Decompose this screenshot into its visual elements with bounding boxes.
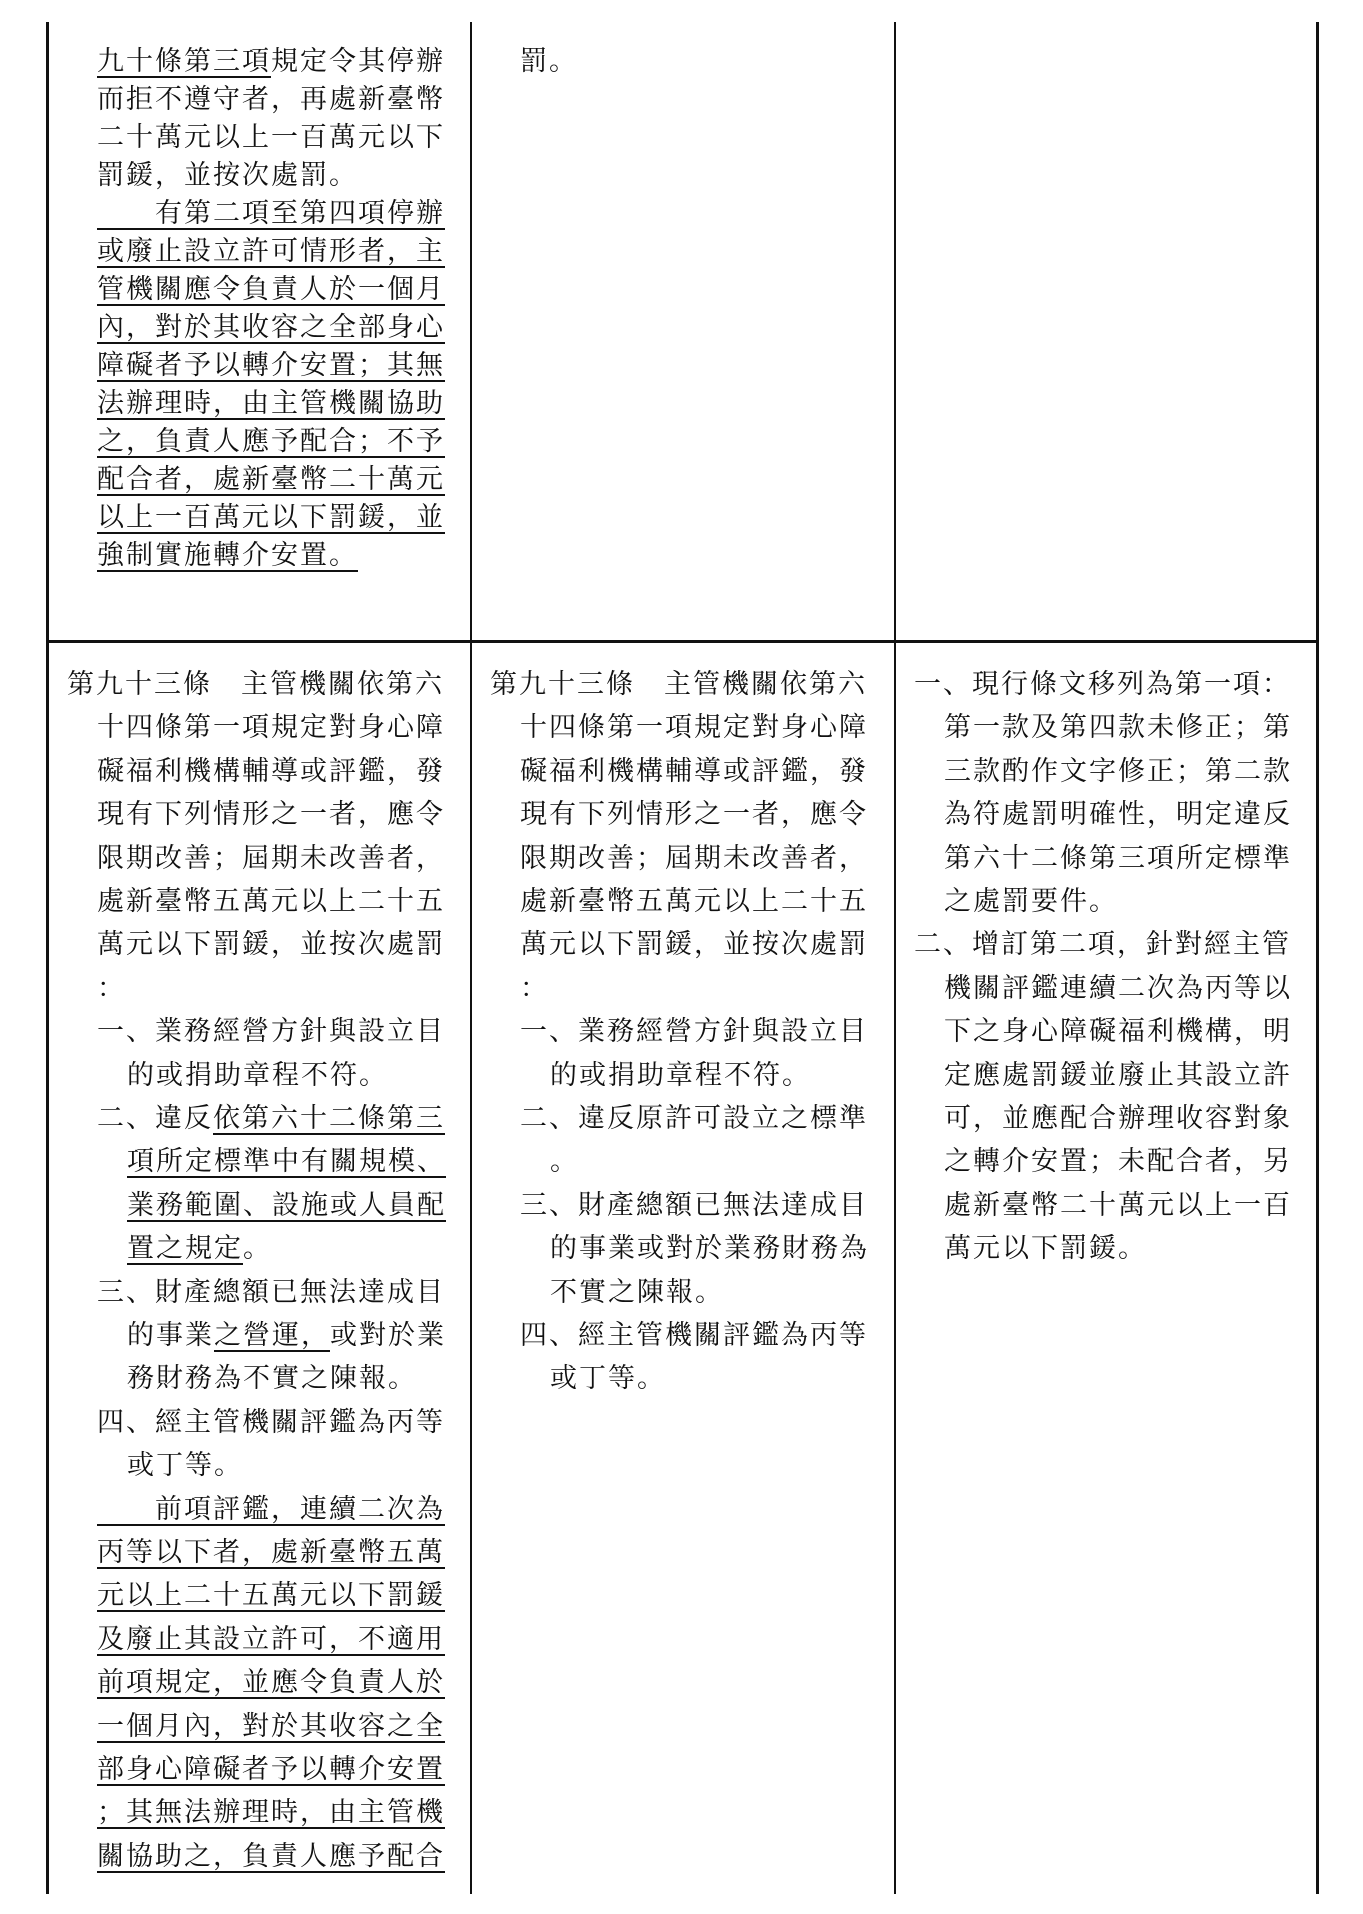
r2a-text-line xyxy=(97,1705,445,1749)
plain-text: 。 xyxy=(243,1233,272,1265)
r1a-text-line: 二十萬元以上一百萬元以下 xyxy=(97,122,445,153)
r1c-text-line: 罰。 xyxy=(520,46,578,77)
underlined-amendment-text: 九十條第三項 xyxy=(97,46,271,77)
r1a-text-line: 配合者，處新臺幣二十萬元 xyxy=(97,464,445,495)
r1a-text-line: 有第二項至第四項停辦 xyxy=(97,198,445,229)
row2-amended-cell xyxy=(49,643,470,1894)
r2a-text-line xyxy=(97,1748,445,1792)
r2n-text-line: 為符處罰明確性，明定違反 xyxy=(944,799,1292,831)
r1a-text-line: 罰鍰，並按次處罰。 xyxy=(97,160,358,191)
r2c-text-line: 一、業務經營方針與設立目 xyxy=(520,1016,868,1048)
r2a-text-line xyxy=(97,1097,445,1141)
r2a-text-line: 三、財產總額已無法達成目 xyxy=(97,1276,445,1308)
underlined-amendment-text: 前項評鑑，連續二次為 xyxy=(97,1493,445,1525)
r2a-text-line: 四、經主管機關評鑑為丙等 xyxy=(97,1406,445,1438)
r2n-text-line: 機關評鑑連續二次為丙等以 xyxy=(944,972,1292,1004)
row2-note-cell xyxy=(896,643,1316,1894)
r2a-text-line: 一、業務經營方針與設立目 xyxy=(97,1016,445,1048)
underlined-amendment-text: 及廢止其設立許可，不適用 xyxy=(97,1623,445,1655)
plain-text: 或對於業 xyxy=(330,1320,446,1351)
r2a-text-line: 務財務為不實之陳報。 xyxy=(127,1363,417,1395)
r1a-text-line: 強制實施轉介安置。 xyxy=(97,540,358,571)
row2-current-cell xyxy=(472,643,894,1894)
r2c-text-line: 不實之陳報。 xyxy=(550,1276,724,1308)
table-right-border xyxy=(1316,22,1319,1894)
r2c-text-line: ： xyxy=(520,972,549,1004)
underlined-amendment-text: 依第六十二條第三 xyxy=(213,1103,445,1134)
r2c-text-line: 十四條第一項規定對身心障 xyxy=(520,712,868,744)
r2c-text-line: 礙福利機構輔導或評鑑，發 xyxy=(520,755,868,787)
r2c-text-line: 四、經主管機關評鑑為丙等 xyxy=(520,1320,868,1351)
r1a-text-line: 內，對於其收容之全部身心 xyxy=(97,312,445,343)
r2a-text-line: 第九十三條 主管機關依第六 xyxy=(67,669,444,700)
r1a-text-line: 法辦理時，由主管機關協助 xyxy=(97,388,445,419)
r2n-text-line: 之處罰要件。 xyxy=(944,886,1118,917)
underlined-amendment-text: 業務範圍、設施或人員配 xyxy=(127,1189,446,1221)
r2a-text-line xyxy=(127,1140,446,1184)
r1a-text-line: 管機關應令負責人於一個月 xyxy=(97,274,445,305)
r2a-text-line: 處新臺幣五萬元以上二十五 xyxy=(97,886,445,917)
r2a-text-line: ： xyxy=(97,972,126,1004)
r2n-text-line: 萬元以下罰鍰。 xyxy=(944,1233,1147,1265)
underlined-amendment-text: 一個月內，對於其收容之全 xyxy=(97,1710,445,1742)
r2c-text-line: 。 xyxy=(550,1146,579,1178)
r2n-text-line: 處新臺幣二十萬元以上一百 xyxy=(944,1189,1292,1221)
r2a-text-line: 限期改善；屆期未改善者， xyxy=(97,842,445,874)
r2a-text-line xyxy=(97,1661,445,1705)
plain-text: 規定令其停辦 xyxy=(271,46,445,77)
underlined-amendment-text: ；其無法辦理時，由主管機 xyxy=(97,1797,445,1829)
r2n-text-line: 定應處罰鍰並廢止其設立許 xyxy=(944,1059,1292,1091)
r2c-text-line: 二、違反原許可設立之標準 xyxy=(520,1103,868,1134)
r2c-text-line: 三、財產總額已無法達成目 xyxy=(520,1189,868,1221)
r2a-text-line xyxy=(97,1488,445,1532)
r2c-text-line: 處新臺幣五萬元以上二十五 xyxy=(520,886,868,917)
r2n-text-line: 可，並應配合辦理收容對象 xyxy=(944,1103,1292,1134)
r2a-text-line: 礙福利機構輔導或評鑑，發 xyxy=(97,755,445,787)
r2a-text-line: 或丁等。 xyxy=(127,1450,243,1482)
r2c-text-line: 或丁等。 xyxy=(550,1363,666,1395)
r1a-text-line: 以上一百萬元以下罰鍰，並 xyxy=(97,502,445,533)
r1a-text-line: 障礙者予以轉介安置；其無 xyxy=(97,350,445,381)
r2a-text-line xyxy=(97,1531,445,1575)
r2c-text-line: 第九十三條 主管機關依第六 xyxy=(490,669,867,700)
r2a-text-line: 現有下列情形之一者，應令 xyxy=(97,799,445,831)
r1a-text-line: 之，負責人應予配合；不予 xyxy=(97,426,445,457)
r2c-text-line: 萬元以下罰鍰，並按次處罰 xyxy=(520,929,868,961)
r2a-text-line xyxy=(127,1314,446,1358)
plain-text: 的事業 xyxy=(127,1320,214,1351)
underlined-amendment-text: 部身心障礙者予以轉介安置 xyxy=(97,1754,445,1785)
underlined-amendment-text: 關協助之，負責人應予配合 xyxy=(97,1840,445,1872)
r2a-text-line xyxy=(97,1791,445,1835)
r2n-text-line: 三款酌作文字修正；第二款 xyxy=(944,755,1292,787)
r1a-text-line: 而拒不遵守者，再處新臺幣 xyxy=(97,84,445,115)
r2c-text-line: 限期改善；屆期未改善者， xyxy=(520,842,868,874)
r2a-text-line xyxy=(97,1574,445,1618)
r2c-text-line: 現有下列情形之一者，應令 xyxy=(520,799,868,831)
r2n-text-line: 第一款及第四款未修正；第 xyxy=(944,712,1292,744)
r2a-text-line xyxy=(97,1835,445,1879)
r2a-text-line: 的或捐助章程不符。 xyxy=(127,1059,388,1091)
row1-note-cell xyxy=(896,22,1316,640)
r2n-text-line: 二、增訂第二項，針對經主管 xyxy=(914,929,1291,961)
underlined-amendment-text: 丙等以下者，處新臺幣五萬 xyxy=(97,1537,445,1568)
underlined-amendment-text: 元以上二十五萬元以下罰鍰 xyxy=(97,1580,445,1612)
r2a-text-line: 萬元以下罰鍰，並按次處罰 xyxy=(97,929,445,961)
r2n-text-line: 之轉介安置；未配合者，另 xyxy=(944,1146,1292,1178)
row1-current-cell xyxy=(472,22,894,640)
r2n-text-line: 一、現行條文移列為第一項： xyxy=(914,669,1291,700)
r2n-text-line: 下之身心障礙福利機構，明 xyxy=(944,1016,1292,1048)
row1-amended-cell xyxy=(49,22,470,640)
underlined-amendment-text: 項所定標準中有關規模、 xyxy=(127,1146,446,1178)
r1a-text-line: 或廢止設立許可情形者，主 xyxy=(97,236,445,267)
r2a-text-line xyxy=(127,1184,446,1228)
underlined-amendment-text: 之營運， xyxy=(214,1320,330,1351)
plain-text: 二、違反 xyxy=(97,1103,213,1134)
r2c-text-line: 的或捐助章程不符。 xyxy=(550,1059,811,1091)
underlined-amendment-text: 前項規定，並應令負責人於 xyxy=(97,1667,445,1699)
r2a-text-line xyxy=(127,1227,272,1271)
r2a-text-line: 十四條第一項規定對身心障 xyxy=(97,712,445,744)
underlined-amendment-text: 置之規定 xyxy=(127,1233,243,1265)
r2n-text-line: 第六十二條第三項所定標準 xyxy=(944,842,1292,874)
r2a-text-line xyxy=(97,1618,445,1662)
r2c-text-line: 的事業或對於業務財務為 xyxy=(550,1233,869,1265)
